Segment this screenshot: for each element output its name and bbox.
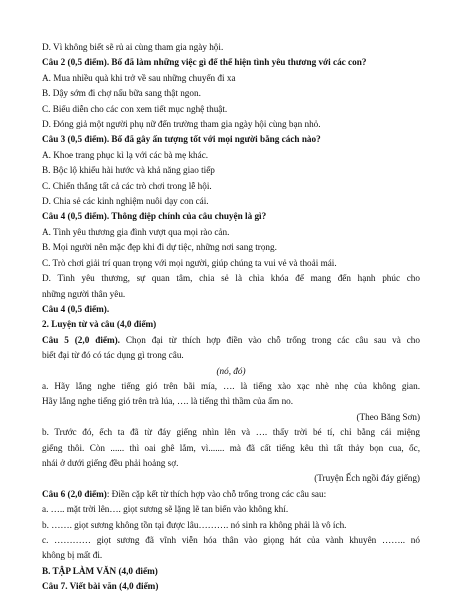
source-citation-b: (Truyện Ếch ngồi đáy giếng) — [314, 473, 420, 484]
question-5-text-cont: biết đại từ đó có tác dụng gì trong câu. — [42, 350, 184, 361]
q5-part-b-cont: giếng thôi. Còn ...... thì oai ghê lắm, vì....... mà đã cất tiếng kêu thì tất thảy bọn cua, ốc, — [42, 442, 420, 453]
q2-option-c: C. Biểu diễn cho các con xem tiết mục nghệ thuật. — [42, 103, 228, 114]
question-5-label: Câu 5 (2,0 điểm). — [42, 334, 120, 345]
q2-option-b: B. Dậy sớm đi chợ nấu bữa sang thật ngon. — [42, 88, 201, 99]
q1-option-d: D. Vì không biết sẽ rủ ai cùng tham gia ngày hội. — [42, 42, 224, 52]
q4-option-c: C. Trò chơi giải trí quan trọng với mọi người, giúp chúng ta vui vẻ và thoải mái. — [42, 257, 337, 268]
pronoun-choices: (nó, đó) — [216, 365, 246, 376]
q5-part-b-end: nhái ở dưới giếng đều phải hoảng sợ. — [42, 457, 179, 468]
q3-option-a: A. Khoe trang phục kì lạ với các bà mẹ khác. — [42, 149, 209, 160]
q4-option-b: B. Mọi người nên mặc đẹp khi đi dự tiệc, những nơi sang trọng. — [42, 242, 277, 253]
q3-option-b: B. Bộc lộ khiếu hài hước và khả năng giao tiếp — [42, 165, 215, 176]
q6-part-b: b. ……. giọt sương không tồn tại được lâu………. nó sinh ra không phải là vô ích. — [42, 519, 347, 530]
section-b-heading: B. TẬP LÀM VĂN (4,0 điểm) — [42, 565, 158, 576]
question-4-heading: Câu 4 (0,5 điểm). Thông điệp chính của câu chuyện là gì? — [42, 211, 267, 222]
section-2-heading: 2. Luyện từ và câu (4,0 điểm) — [42, 319, 157, 330]
q4-option-d-cont: những người thân yêu. — [42, 288, 126, 299]
question-5-text: Chọn đại từ thích hợp điền vào chỗ trống trong các câu sau và cho — [119, 334, 420, 345]
question-2-heading: Câu 2 (0,5 điểm). Bố đã làm những việc gì để thể hiện tình yêu thương với các con? — [42, 57, 367, 68]
q5-part-b: b. Trước đó, ếch ta đã từ đáy giếng nhìn lên và …. thấy trời bé tí, chỉ bằng cái miệng — [42, 427, 420, 438]
question-4b-heading: Câu 4 (0,5 điểm). — [42, 303, 110, 314]
q2-option-d: D. Đóng giả một người phụ nữ đến trường tham gia ngày hội cùng bạn nhỏ. — [42, 119, 321, 130]
q2-option-a: A. Mua nhiều quà khi trở về sau những chuyến đi xa — [42, 72, 236, 83]
question-5-heading — [42, 333, 420, 348]
q3-option-d: D. Chia sẻ các kinh nghiệm nuôi dạy con cái. — [42, 196, 209, 207]
question-6-label: Câu 6 (2,0 điểm) — [42, 488, 107, 499]
q4-option-a: A. Tình yêu thương gia đình vượt qua mọi rào cản. — [42, 226, 230, 237]
question-6-heading — [42, 487, 420, 502]
q6-part-a: a. ….. mặt trời lên…. giọt sương sẽ lặng lẽ tan biến vào không khí. — [42, 504, 289, 515]
source-citation-a: (Theo Băng Sơn) — [356, 411, 420, 422]
q4-option-d: D. Tình yêu thương, sự quan tâm, chia sẻ là chìa khóa để mang đến hạnh phúc cho — [42, 273, 420, 284]
question-7-heading: Câu 7. Viết bài văn (4,0 điểm) — [42, 581, 159, 592]
q3-option-c: C. Chiến thắng tất cả các trò chơi trong lễ hội. — [42, 180, 212, 191]
q6-part-c: c. ………… giọt sương đã vĩnh viễn hóa thân vào giọng hát của vành khuyên …….. nó — [42, 535, 420, 545]
q5-part-a-cont: Hãy lắng nghe tiếng gió trên trà lúa, …. là tiếng thì thầm của ấm no. — [42, 396, 294, 407]
question-6-text: : Điền cặp kết từ thích hợp vào chỗ trống trong các câu sau: — [106, 488, 327, 499]
q5-part-a: a. Hãy lắng nghe tiếng gió trên bãi mía, …. là tiếng xào xạc nhè nhẹ của không gian. — [42, 380, 420, 391]
question-3-heading: Câu 3 (0,5 điểm). Bố đã gây ấn tượng tốt với mọi người bằng cách nào? — [42, 134, 321, 145]
q6-part-c-cont: không bị mất đi. — [42, 550, 103, 561]
